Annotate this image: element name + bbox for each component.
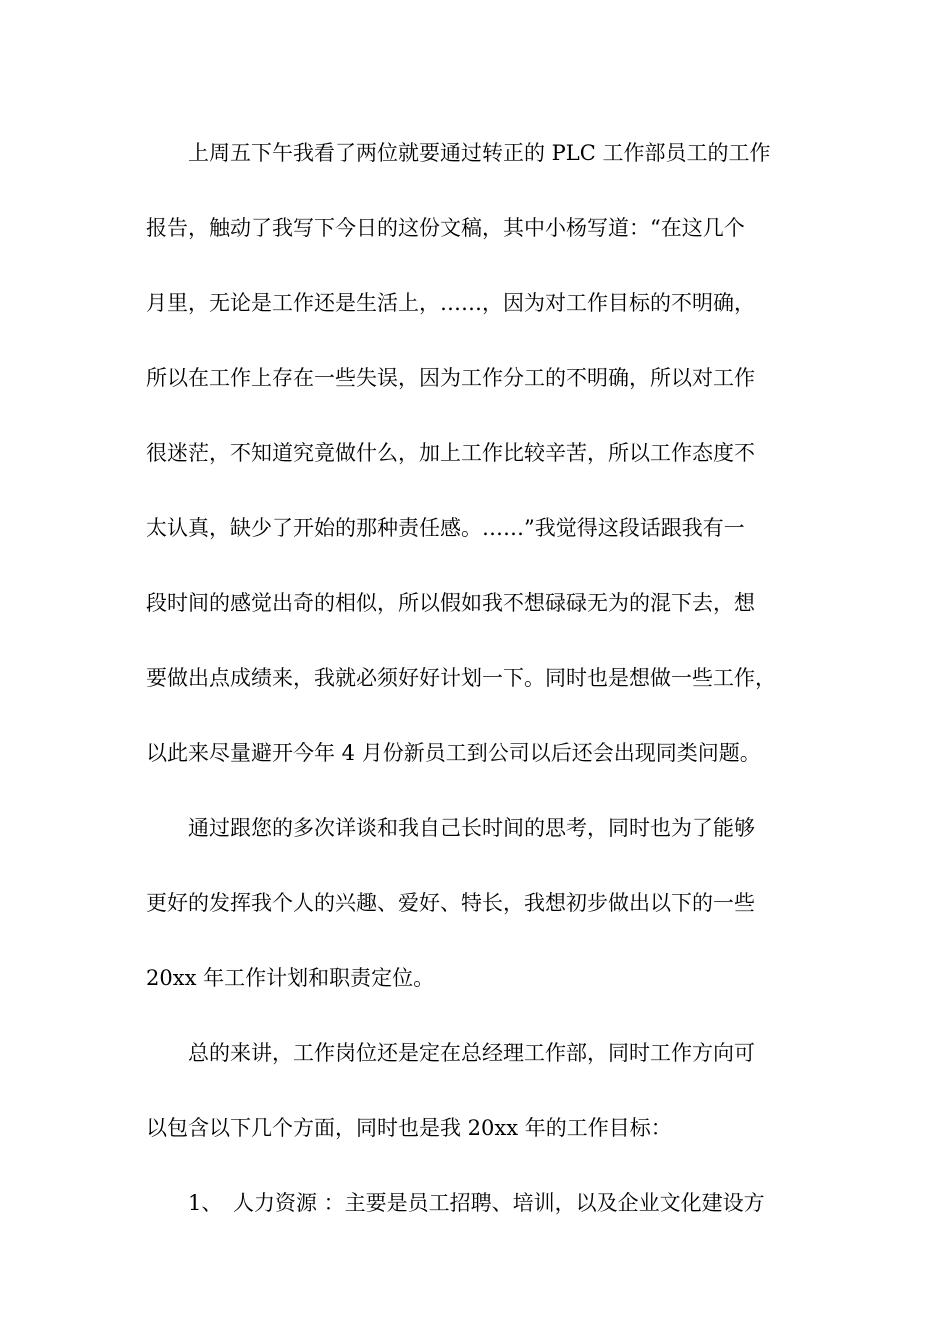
paragraph-2-line-1: 通过跟您的多次详谈和我自己长时间的思考，同时也为了能够: [188, 816, 755, 840]
paragraph-line: [0, 883, 950, 923]
paragraph-line: [0, 508, 950, 548]
paragraph-3-line-2: 以包含以下几个方面，同时也是我 20xx 年的工作目标：: [146, 1116, 672, 1140]
paragraph-line: [0, 208, 950, 248]
paragraph-line: [0, 1108, 950, 1148]
paragraph-line: [0, 808, 950, 848]
paragraph-line: [0, 733, 950, 773]
paragraph-1-line-2: 报告，触动了我写下今日的这份文稿，其中小杨写道：“在这几个: [146, 216, 745, 240]
paragraph-1-line-5: 很迷茫，不知道究竟做什么，加上工作比较辛苦，所以工作态度不: [146, 441, 755, 465]
paragraph-line: [0, 433, 950, 473]
paragraph-1-line-7: 段时间的感觉出奇的相似，所以假如我不想碌碌无为的混下去，想: [146, 591, 755, 615]
paragraph-1-line-4: 所以在工作上存在一些失误，因为工作分工的不明确，所以对工作: [146, 366, 755, 390]
list-item-number: 1、: [188, 1191, 223, 1215]
paragraph-line: [0, 283, 950, 323]
paragraph-2-line-2: 更好的发挥我个人的兴趣、爱好、特长，我想初步做出以下的一些: [146, 891, 755, 915]
list-item-text: 人力资源 ：主要是员工招聘、培训，以及企业文化建设方: [233, 1191, 765, 1215]
list-item: [0, 1183, 950, 1223]
paragraph-1-line-1: 上周五下午我看了两位就要通过转正的 PLC 工作部员工的工作: [188, 141, 771, 165]
paragraph-line: [0, 133, 950, 173]
paragraph-line: [0, 958, 950, 998]
paragraph-line: [0, 658, 950, 698]
paragraph-1-line-6: 太认真，缺少了开始的那种责任感。……”我觉得这段话跟我有一: [146, 516, 745, 540]
paragraph-line: [0, 583, 950, 623]
paragraph-1-line-3: 月里，无论是工作还是生活上，……，因为对工作目标的不明确，: [146, 291, 755, 315]
paragraph-line: [0, 358, 950, 398]
paragraph-2-line-3: 20xx 年工作计划和职责定位。: [146, 966, 435, 990]
paragraph-1-line-9: 以此来尽量避开今年 4 月份新员工到公司以后还会出现同类问题。: [146, 741, 761, 765]
paragraph-3-line-1: 总的来讲，工作岗位还是定在总经理工作部，同时工作方向可: [188, 1041, 755, 1065]
paragraph-line: [0, 1033, 950, 1073]
paragraph-1-line-8: 要做出点成绩来，我就必须好好计划一下。同时也是想做一些工作，: [146, 666, 776, 690]
